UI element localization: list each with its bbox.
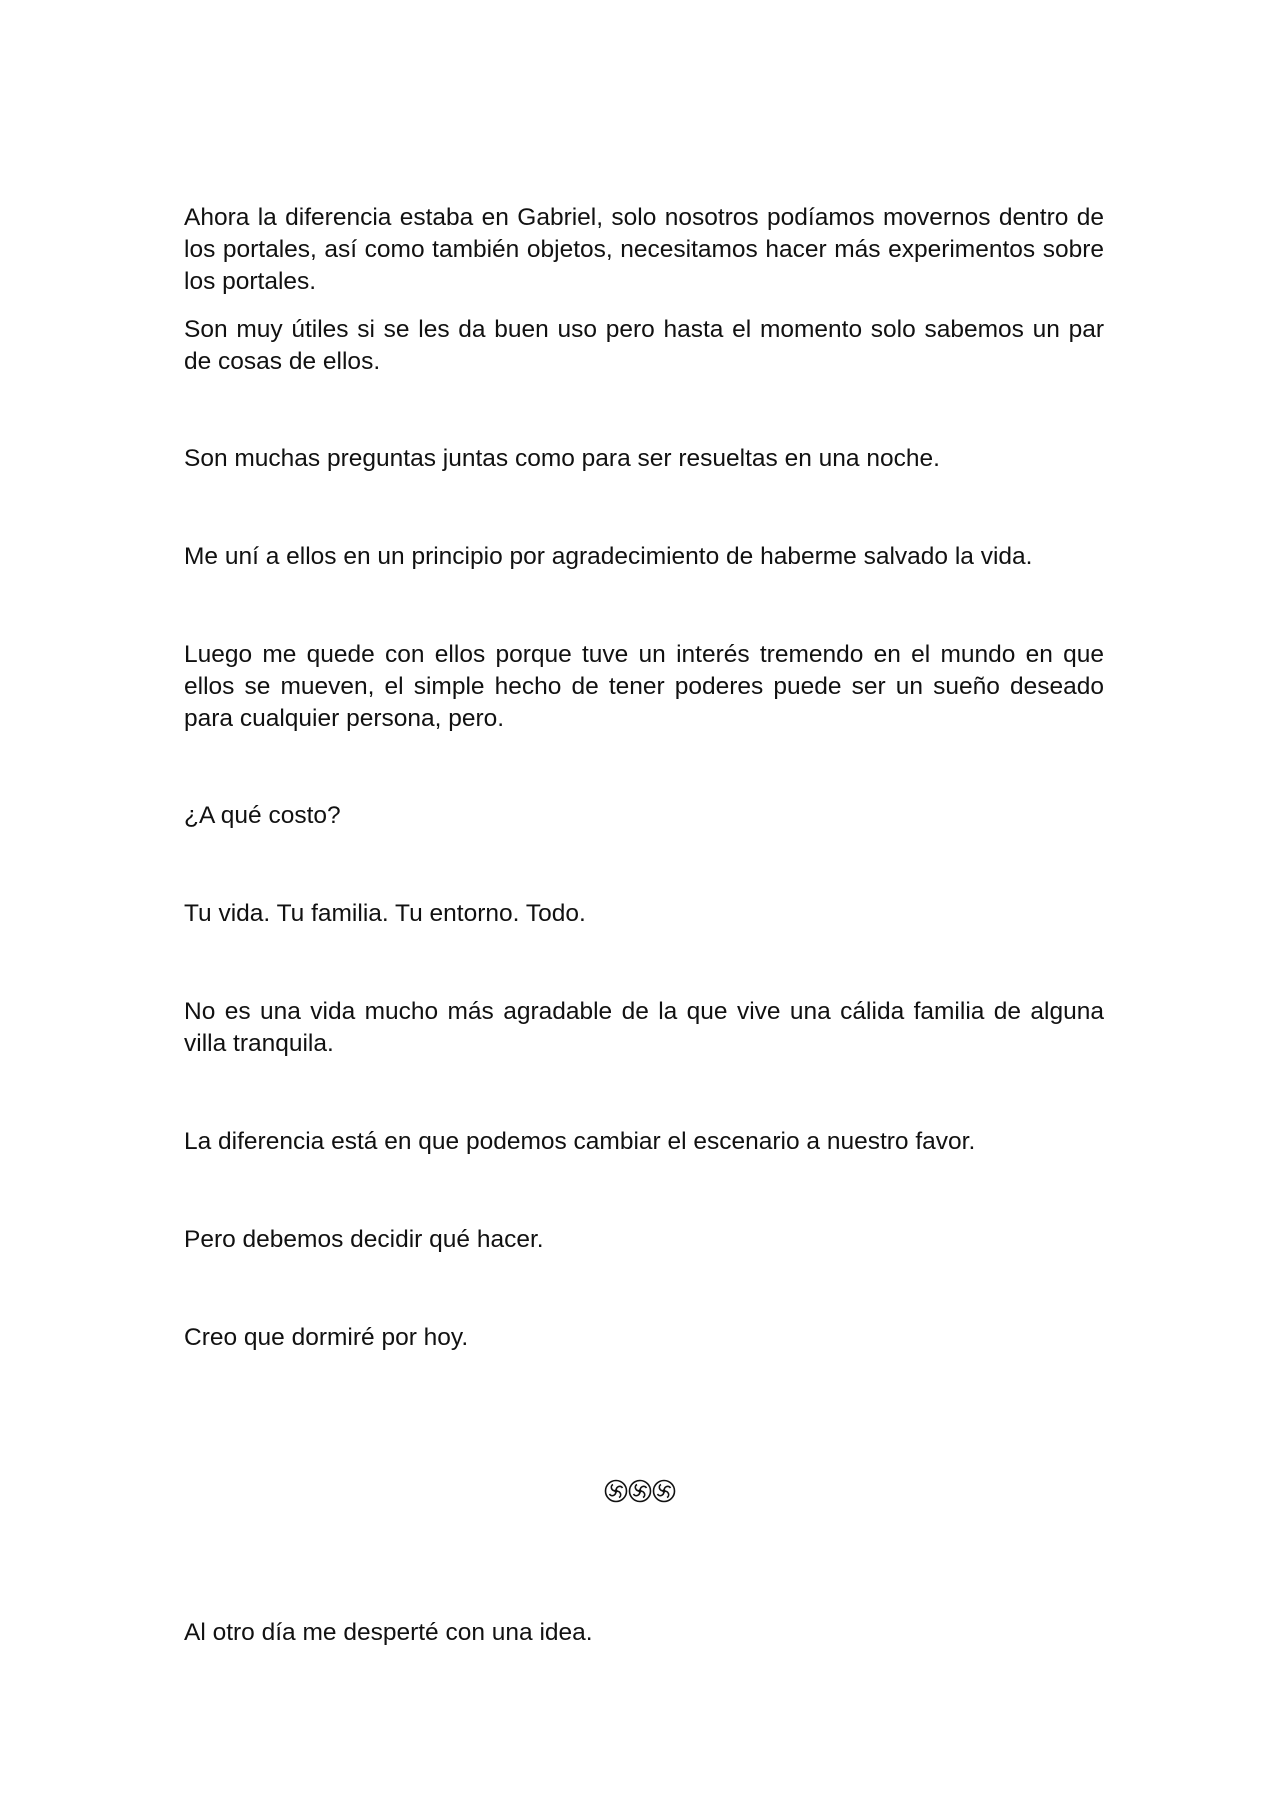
paragraph-9: La diferencia está en que podemos cambiar el escenario a nuestro favor. (184, 1128, 976, 1155)
paragraph-8: No es una vida mucho más agradable de la que vive una cálida familia de alguna villa tranquila. (184, 998, 1104, 1057)
paragraph-10: Pero debemos decidir qué hacer. (184, 1226, 544, 1253)
paragraph-3: Son muchas preguntas juntas como para ser resueltas en una noche. (184, 445, 940, 472)
paragraph-4: Me uní a ellos en un principio por agradecimiento de haberme salvado la vida. (184, 543, 1033, 570)
swirl-ornament-icon (652, 1479, 676, 1503)
paragraph-1: Ahora la diferencia estaba en Gabriel, solo nosotros podíamos movernos dentro de los portales, así como también objetos, necesitamos hacer más experimentos sobre los portales. (184, 204, 1104, 295)
paragraph-7: Tu vida. Tu familia. Tu entorno. Todo. (184, 900, 586, 927)
paragraph-12: Al otro día me desperté con una idea. (184, 1619, 593, 1646)
paragraph-6: ¿A qué costo? (184, 802, 341, 829)
paragraph-11: Creo que dormiré por hoy. (184, 1324, 469, 1351)
paragraph-2: Son muy útiles si se les da buen uso pero hasta el momento solo sabemos un par de cosas de ellos. (184, 316, 1104, 375)
swirl-ornament-icon (604, 1479, 628, 1503)
paragraph-5: Luego me quede con ellos porque tuve un interés tremendo en el mundo en que ellos se mueven, el simple hecho de tener poderes puede ser un sueño deseado para cualquier persona, pero. (184, 641, 1104, 732)
swirl-ornament-icon (628, 1479, 652, 1503)
section-separator (0, 1474, 1280, 1508)
